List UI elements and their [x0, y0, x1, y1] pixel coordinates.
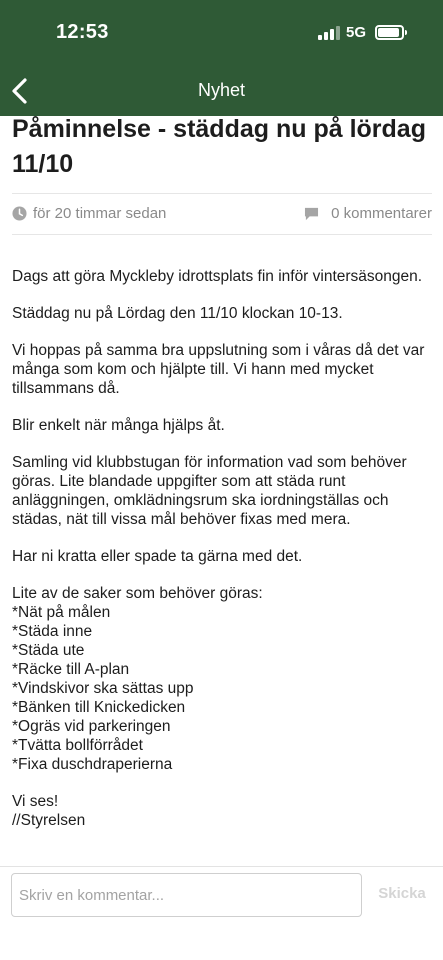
body-paragraph: Har ni kratta eller spade ta gärna med det. — [12, 548, 303, 565]
body-paragraph: Dags att göra Myckleby idrottsplats fin inför vintersäsongen. — [12, 268, 423, 285]
comment-input[interactable] — [11, 873, 362, 917]
speech-bubble-icon — [304, 207, 319, 221]
comment-count[interactable]: 0 kommentarer — [331, 205, 432, 222]
article-title: Påminnelse - städdag nu på lördag 11/10 — [12, 115, 426, 178]
divider — [12, 234, 432, 235]
battery-icon — [375, 25, 404, 40]
cellular-signal-icon — [318, 26, 340, 40]
status-bar — [0, 0, 443, 64]
clock-icon — [12, 206, 27, 221]
posted-time: för 20 timmar sedan — [33, 205, 167, 222]
article-body — [12, 267, 434, 848]
article-meta — [12, 204, 432, 224]
body-paragraph: Samling vid klubbstugan för information vad som behöver göras. Lite blandade uppgifter som att städa runt anläggningen, omklädningsrum ska iordningställas och städas, nät till vissa mål behöver fixas med mera. — [12, 454, 407, 528]
body-paragraph: Vi hoppas på samma bra uppslutning som i våras då det var många som kom och hjälpte till. Vi hann med mycket tillsammans då. — [12, 342, 425, 397]
network-type: 5G — [346, 24, 367, 41]
body-paragraph: Lite av de saker som behöver göras: *Nät på målen *Städa inne *Städa ute *Räcke till A-plan *Vindskivor ska sättas upp *Bänken till Knickedicken *Ogräs vid parkeringen *Tvätta bollförrådet *Fixa duschdraperierna — [12, 585, 263, 773]
divider — [12, 193, 432, 194]
body-paragraph: Blir enkelt när många hjälps åt. — [12, 417, 225, 434]
body-paragraph: Städdag nu på Lördag den 11/10 klockan 10-13. — [12, 305, 343, 322]
status-time: 12:53 — [56, 21, 109, 43]
body-paragraph: Vi ses! //Styrelsen — [12, 793, 86, 829]
comment-bar — [0, 866, 443, 960]
nav-title: Nyhet — [197, 80, 246, 100]
app-header — [0, 0, 443, 116]
send-button[interactable]: Skicka — [372, 885, 432, 902]
